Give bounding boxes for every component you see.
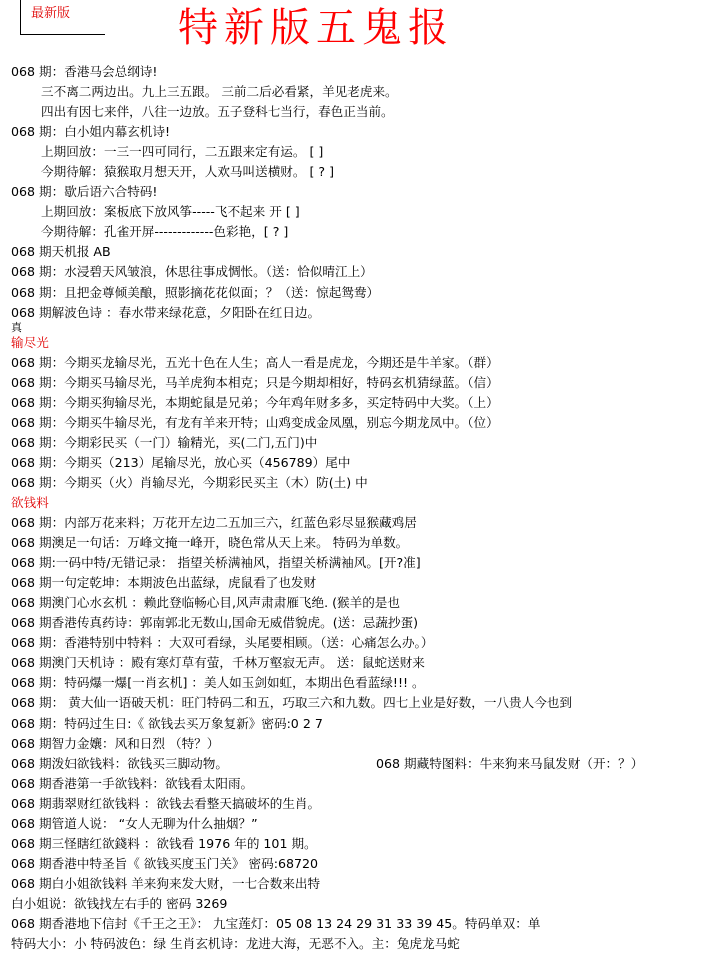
- line-text: 068 期：且把金尊倾美酿，照影摘花花似面；？（送：惊起鸳鸯）: [11, 284, 380, 300]
- text-line: [11, 283, 699, 303]
- line-text: 068 期澳门心水玄机 ：赖此登临畅心目,风声肃肃雁飞绝. (猴羊的是也: [11, 595, 400, 611]
- text-line: [11, 142, 699, 162]
- line-text: 068 期： 黄大仙一语破天机：旺门特码二和五，巧取三六和九数。四七上业是好数，一八贵人今也到: [11, 695, 572, 711]
- text-line: [11, 894, 699, 914]
- line-text: 068 期：白小姐内幕玄机诗!: [11, 124, 171, 140]
- text-line: [11, 222, 699, 242]
- text-line: [11, 393, 699, 413]
- line-text: 068 期白小姐欲钱料 羊来狗来发大财，一七合数来出特: [11, 875, 321, 891]
- line-text: 068 期一句定乾坤：本期波色出蓝绿，虎鼠看了也发财: [11, 575, 317, 591]
- text-line: [11, 433, 699, 453]
- text-line: [11, 774, 699, 794]
- line-text: 三不离二两边出。九上三五跟。 三前二后必看紧，羊见老虎来。: [41, 84, 398, 100]
- line-text: 068 期三怪瞎红欲錢料 ：欲钱看 1976 年的 101 期。: [11, 835, 317, 851]
- document-body: [11, 62, 699, 954]
- line-text: 068 期泼妇欲钱料：欲钱买三脚动物。: [11, 755, 228, 771]
- line-text: 068 期：今期买马输尽光，马羊虎狗本相克；只是今期却相好，特码玄机猜绿蓝。（信）: [11, 374, 499, 390]
- line-text: 特码大小：小 特码波色：绿 生肖玄机诗：龙进大海，无恶不入。主：兔虎龙马蛇: [11, 936, 460, 952]
- text-line: [11, 734, 699, 754]
- line-text: 真: [11, 320, 22, 334]
- line-text: 068 期：今期买牛输尽光，有龙有羊来开特；山鸡变成金凤凰，别忘今期龙凤中。（位）: [11, 414, 499, 430]
- line-text: 068 期：特码爆一爆[一肖玄机] ：美人如玉剑如虹，本期出色看蓝绿!!! 。: [11, 675, 425, 691]
- line-text: 068 期澳门天机诗 ：殿有寒灯草有萤，千林万壑寂无声。 送：鼠蛇送财来: [11, 655, 425, 671]
- text-line: [11, 303, 699, 323]
- line-text: 068 期：水浸碧天风皱浪，休思往事成惆怅。（送：恰似晴江上）: [11, 264, 373, 280]
- text-line: [11, 82, 699, 102]
- line-text: 068 期：今期买（213）尾输尽光，放心买（456789）尾中: [11, 454, 351, 470]
- text-line: [11, 262, 699, 282]
- line-text: 今期待解：猿猴取月想天开，人欢马叫送横财。 [ ? ]: [41, 164, 334, 180]
- line-text: 068 期解波色诗 ：春水带来绿花意，夕阳卧在红日边。: [11, 304, 321, 320]
- text-line: [11, 934, 699, 954]
- text-line: [11, 834, 699, 854]
- line-text: 068 期：今期买（火）肖输尽光，今期彩民买主（木）防(土) 中: [11, 474, 368, 490]
- text-line: [11, 814, 699, 834]
- line-text: 欲钱料: [11, 494, 49, 510]
- text-line: [11, 320, 699, 334]
- text-line: [11, 673, 699, 693]
- text-line: [11, 102, 699, 122]
- line-text: 068 期管道人说： “女人无聊为什么抽烟？”: [11, 815, 258, 831]
- text-line: [11, 242, 699, 262]
- text-line: [11, 714, 699, 734]
- text-line: [11, 573, 699, 593]
- text-line: [11, 453, 699, 473]
- text-line: [11, 353, 699, 373]
- line-text: 068 期香港传真药诗：郭南郭北无数山,国命无威借貌虎。(送：忌蔬抄蛋): [11, 615, 419, 631]
- line-text: 今期待解：孔雀开屏-------------色彩艳，[ ? ]: [41, 224, 289, 240]
- line-text: 上期回放：案板底下放风筝-----飞不起来 开 [ ]: [41, 204, 300, 220]
- text-line: [11, 914, 699, 934]
- text-line: [11, 553, 699, 573]
- line-text: 输尽光: [11, 334, 49, 350]
- edition-tag-label: 最新版: [31, 6, 71, 21]
- text-line: [11, 413, 699, 433]
- line-text: 068 期：香港马会总纲诗!: [11, 64, 158, 79]
- text-line: [11, 62, 699, 82]
- line-text: 068 期：今期买龙输尽光，五光十色在人生；高人一看是虎龙，今期还是牛羊家。（群）: [11, 354, 499, 370]
- line-text: 068 期香港第一手欲钱料：欲钱看太阳雨。: [11, 775, 254, 791]
- line-text: 068 期：香港特别中特料 ：大双可看绿，头尾要相顾。（送：心痛怎么办。）: [11, 635, 434, 651]
- line-text: 068 期：今期彩民买（一门）输精光，买(二门,五门)中: [11, 434, 318, 450]
- text-line: [11, 593, 699, 613]
- text-line: [11, 854, 699, 874]
- section-heading: [11, 493, 699, 513]
- line-text: 068 期天机报 AB: [11, 244, 111, 260]
- text-line: [11, 182, 699, 202]
- line-text: 068 期澳足一句话：万峰文掩一峰开，晓色常从天上来。 特码为单数。: [11, 535, 409, 551]
- line-text: 四出有因七来伴，八往一边放。五子登科七当行，春色正当前。: [41, 104, 394, 120]
- text-line: [11, 513, 699, 533]
- text-line: [11, 693, 699, 713]
- text-line: [11, 122, 699, 142]
- line-text: 068 期香港地下信封《千王之王》： 九宝莲灯：05 08 13 24 29 31 33 39 45。特码单双：单: [11, 915, 541, 931]
- line-text: 068 期香港中特圣旨《 欲钱买度玉门关》 密码:68720: [11, 855, 319, 871]
- line-text: 068 期：特码过生日:《 欲钱去买万象复新》密码:0 2 7: [11, 715, 323, 731]
- line-text: 上期回放：一三一四可同行，二五跟来定有运。 [ ]: [41, 144, 324, 160]
- text-line: [11, 754, 699, 774]
- text-line: [11, 473, 699, 493]
- page-title: 特新版五鬼报: [178, 5, 454, 51]
- text-line: [11, 202, 699, 222]
- text-line: [11, 613, 699, 633]
- line-text: 068 期：今期买狗输尽光，本期蛇鼠是兄弟；今年鸡年财多多，买定特码中大奖。（上）: [11, 394, 499, 410]
- text-line: [11, 373, 699, 393]
- line-text: 068 期:一码中特/无错记录： 指望关桥满袖风，指望关桥满袖风。[开?准]: [11, 555, 421, 571]
- text-line: [11, 162, 699, 182]
- text-line: [11, 533, 699, 553]
- text-line: [11, 633, 699, 653]
- text-line: [11, 794, 699, 814]
- line-text: 068 期智力金孃：风和日烈 （特？）: [11, 735, 220, 751]
- text-line: [11, 653, 699, 673]
- line-text: 068 期：内部万花来料；万花开左边二五加三六，红蓝色彩尽显猴藏鸡居: [11, 515, 417, 531]
- line-text: 白小姐说：欲钱找左右手的 密码 3269: [11, 895, 228, 911]
- text-line: [11, 874, 699, 894]
- section-heading: [11, 333, 699, 353]
- line-text: 068 期：歇后语六合特码!: [11, 184, 158, 200]
- line-text-right: 068 期藏特图料：牛来狗来马鼠发财（开：？）: [376, 755, 644, 771]
- line-text: 068 期翡翠财红欲钱料 ：欲钱去看整天搞破坏的生肖。: [11, 795, 321, 811]
- edition-tag: [20, 0, 105, 35]
